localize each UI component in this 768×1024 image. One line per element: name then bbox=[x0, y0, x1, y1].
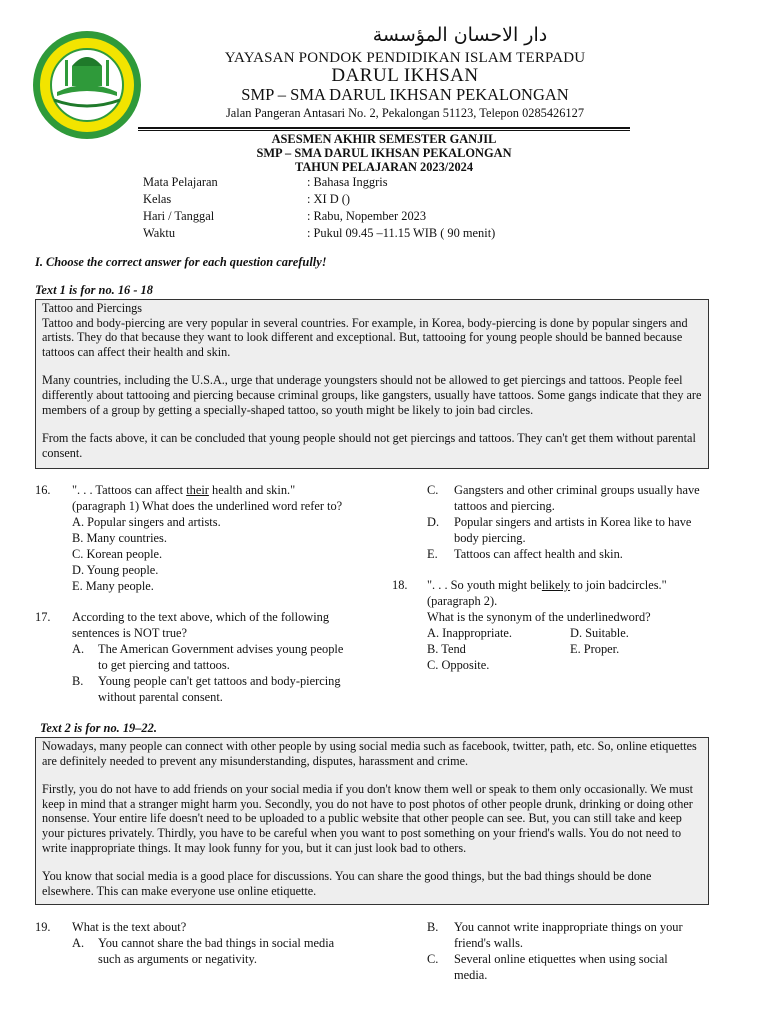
question-text bbox=[72, 483, 295, 499]
passage-paragraph: Nowadays, many people can connect with other people by using social media such as facebook, twitter, path, etc. So, online etiquettes are definitely needed to prevent any misunderstanding, disputes, harassment and crime. bbox=[42, 739, 697, 768]
question-text bbox=[427, 578, 667, 594]
text1-label: Text 1 is for no. 16 - 18 bbox=[35, 283, 153, 297]
arabic-foundation-name: دار الاحسان المؤسسة bbox=[372, 24, 548, 46]
question-number: 16. bbox=[35, 483, 51, 497]
question-text-part: to join bad bbox=[570, 578, 627, 592]
section-instruction: I. Choose the correct answer for each question carefully! bbox=[35, 255, 327, 269]
question-text: What is the text about? bbox=[72, 920, 187, 934]
answer-option[interactable]: B. Tend bbox=[427, 642, 466, 656]
question-number: 17. bbox=[35, 610, 51, 624]
answer-option[interactable]: B. Many countries. bbox=[72, 531, 167, 545]
answer-option[interactable]: D. Suitable. bbox=[570, 626, 629, 640]
passage-title: Tattoo and Piercings bbox=[42, 301, 143, 315]
answer-option[interactable]: Young people can't get tattoos and body-piercing bbox=[98, 674, 341, 688]
school-logo bbox=[32, 30, 142, 140]
text2-passage bbox=[35, 737, 709, 905]
question-text-part: ". . . Tattoos can affect bbox=[72, 483, 187, 497]
header-divider-thin bbox=[138, 130, 630, 131]
meta-label: Hari / Tanggal bbox=[143, 209, 215, 223]
meta-label: Waktu bbox=[143, 226, 176, 240]
underlined-word: likely bbox=[541, 578, 571, 592]
answer-option[interactable]: D. Young people. bbox=[72, 563, 159, 577]
option-letter: C. bbox=[427, 952, 439, 966]
answer-option[interactable]: You cannot write inappropriate things on your bbox=[454, 920, 683, 934]
passage-paragraph: From the facts above, it can be concluded that young people should not get piercings and tattoos. They can't get them without parental consent. bbox=[42, 431, 696, 460]
question-text-part: ". . . So youth might be bbox=[427, 578, 542, 592]
meta-class bbox=[143, 192, 563, 208]
answer-option-cont[interactable]: body piercing. bbox=[454, 531, 526, 545]
option-letter: B. bbox=[72, 674, 84, 688]
school-name: SMP – SMA DARUL IKHSAN PEKALONGAN bbox=[241, 85, 569, 104]
meta-date bbox=[143, 209, 563, 225]
option-letter: E. bbox=[427, 547, 438, 561]
question-text: What is the synonym of the underlinedword? bbox=[427, 610, 651, 624]
meta-label: Mata Pelajaran bbox=[143, 175, 218, 189]
answer-option[interactable]: You cannot share the bad things in social media bbox=[98, 936, 335, 950]
exam-title bbox=[138, 133, 630, 174]
answer-option-cont[interactable]: friend's walls. bbox=[454, 936, 523, 950]
question-text-part: health and skin." bbox=[208, 483, 296, 497]
answer-option[interactable]: Popular singers and artists in Korea like to have bbox=[454, 515, 692, 529]
passage-paragraph: You know that social media is a good place for discussions. You can share the good things, but the bad things should be done elsewhere. This can make everyone use online etiquette. bbox=[42, 869, 652, 898]
option-letter: B. bbox=[427, 920, 439, 934]
school-address: Jalan Pangeran Antasari No. 2, Pekalongan 51123, Telepon 0285426127 bbox=[225, 106, 585, 120]
meta-label: Kelas bbox=[143, 192, 172, 206]
question-text: According to the text above, which of the following bbox=[72, 610, 330, 624]
answer-option-cont[interactable]: media. bbox=[454, 968, 488, 982]
header-divider bbox=[138, 127, 630, 129]
passage-paragraph: Tattoo and body-piercing are very popular in several countries. For example, in Korea, body-piercing is done by popular singers and artists. They do that because they want to look different and exceptional. But, tattooing for young people should be banned because tattoos can affect their health and skin. bbox=[42, 315, 688, 359]
passage-paragraph: Many countries, including the U.S.A., urge that underage youngsters should not be allowed to get piercings and tattoos. People feel differently about tattooing and piercing because criminal groups, like gangsters, usually have tattoos. Some gangs indicate that they are members of a group by getting a specially-shaped tattoo, so youth might be likely to join bad circles. bbox=[42, 373, 702, 417]
answer-option[interactable]: A. Inappropriate. bbox=[427, 626, 512, 640]
answer-option[interactable]: E. Proper. bbox=[570, 642, 620, 656]
exam-title-line: SMP – SMA DARUL IKHSAN PEKALONGAN bbox=[256, 145, 512, 160]
question-text: (paragraph 2). bbox=[427, 594, 498, 608]
passage-paragraph: Firstly, you do not have to add friends on your social media if you don't know them well or speak to them only occasionally. We must keep in mind that a stranger might harm you. Secondly, you do not have to post photos of other people drunk, drinking or doing other nonsense. Your entire life doesn't need to be uploaded to a public website that other people can see. But, you can still take and keep your pictures privately. Thirdly, you have to be careful when you want to post something on your friend's walls. You do not need to write inappropriate things. It may look funny for you, but it can just look bad to others. bbox=[42, 782, 693, 855]
option-letter: A. bbox=[72, 936, 85, 950]
meta-value: : XI D () bbox=[307, 192, 351, 206]
text1-passage bbox=[35, 299, 709, 469]
answer-option[interactable]: C. Opposite. bbox=[427, 658, 490, 672]
question-number: 18. bbox=[392, 578, 408, 592]
answer-option-cont[interactable]: to get piercing and tattoos. bbox=[98, 658, 230, 672]
meta-time bbox=[143, 226, 563, 242]
foundation-name: YAYASAN PONDOK PENDIDIKAN ISLAM TERPADU bbox=[224, 50, 586, 66]
answer-option[interactable]: A. Popular singers and artists. bbox=[72, 515, 221, 529]
option-letter: D. bbox=[427, 515, 440, 529]
answer-option[interactable]: Gangsters and other criminal groups usually have bbox=[454, 483, 700, 497]
answer-option-cont[interactable]: without parental consent. bbox=[98, 690, 223, 704]
meta-value: : Bahasa Inggris bbox=[307, 175, 388, 189]
option-letter: A. bbox=[72, 642, 85, 656]
question-text: (paragraph 1) What does the underlined word refer to? bbox=[72, 499, 343, 513]
question-text-part: circles." bbox=[626, 578, 667, 592]
option-letter: C. bbox=[427, 483, 439, 497]
exam-title-line: ASESMEN AKHIR SEMESTER GANJIL bbox=[271, 132, 497, 146]
meta-value: : Pukul 09.45 –11.15 WIB ( 90 menit) bbox=[307, 226, 496, 240]
text2-label: Text 2 is for no. 19–22. bbox=[40, 721, 157, 735]
exam-title-line: TAHUN PELAJARAN 2023/2024 bbox=[294, 159, 474, 174]
meta-value: : Rabu, Nopember 2023 bbox=[307, 209, 427, 223]
answer-option[interactable]: Several online etiquettes when using social bbox=[454, 952, 668, 966]
answer-option-cont[interactable]: such as arguments or negativity. bbox=[98, 952, 257, 966]
meta-subject bbox=[143, 175, 563, 191]
institution-name: DARUL IKHSAN bbox=[331, 65, 479, 86]
answer-option-cont[interactable]: tattoos and piercing. bbox=[454, 499, 555, 513]
answer-option[interactable]: Tattoos can affect health and skin. bbox=[454, 547, 623, 561]
underlined-word: their bbox=[186, 483, 209, 497]
answer-option[interactable]: C. Korean people. bbox=[72, 547, 163, 561]
question-number: 19. bbox=[35, 920, 51, 934]
answer-option[interactable]: E. Many people. bbox=[72, 579, 154, 593]
question-text: sentences is NOT true? bbox=[72, 626, 188, 640]
answer-option[interactable]: The American Government advises young people bbox=[98, 642, 344, 656]
